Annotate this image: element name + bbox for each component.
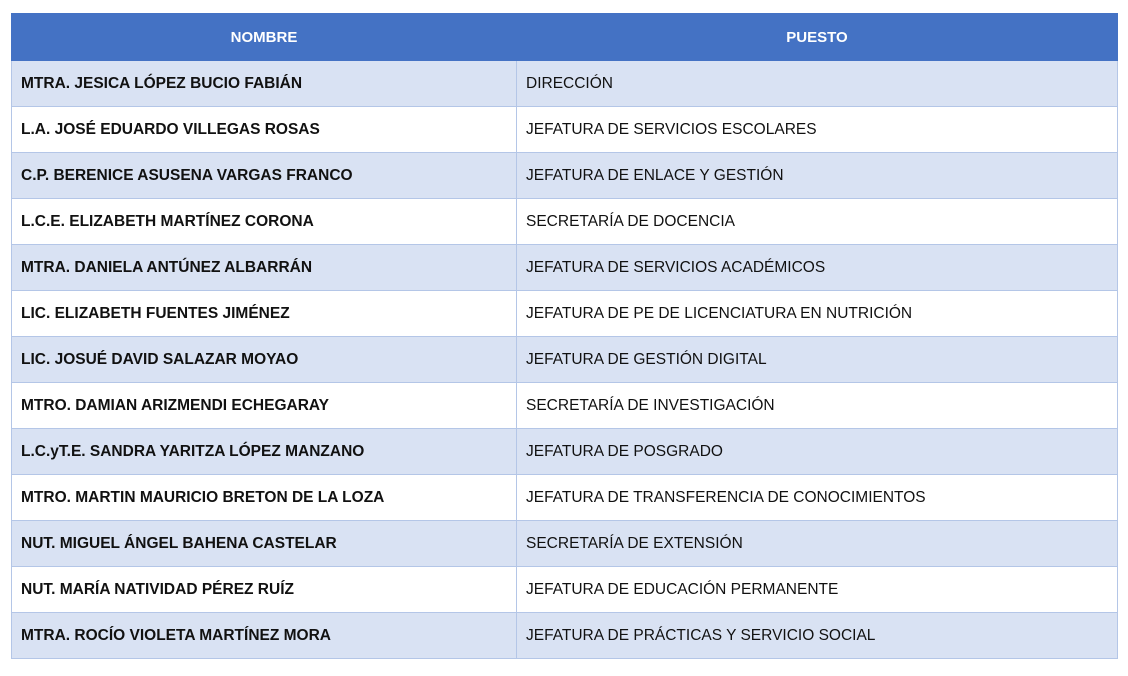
staff-name: MTRA. ROCÍO VIOLETA MARTÍNEZ MORA bbox=[12, 613, 517, 659]
staff-name: L.A. JOSÉ EDUARDO VILLEGAS ROSAS bbox=[12, 107, 517, 153]
staff-role: SECRETARÍA DE EXTENSIÓN bbox=[517, 521, 1118, 567]
staff-role: JEFATURA DE GESTIÓN DIGITAL bbox=[517, 337, 1118, 383]
table-header-row bbox=[12, 14, 1118, 61]
staff-name: MTRA. DANIELA ANTÚNEZ ALBARRÁN bbox=[12, 245, 517, 291]
table-row bbox=[12, 291, 1118, 337]
staff-role: JEFATURA DE PRÁCTICAS Y SERVICIO SOCIAL bbox=[517, 613, 1118, 659]
staff-role: SECRETARÍA DE DOCENCIA bbox=[517, 199, 1118, 245]
table-row bbox=[12, 61, 1118, 107]
table-row bbox=[12, 567, 1118, 613]
table-row bbox=[12, 383, 1118, 429]
staff-name: LIC. ELIZABETH FUENTES JIMÉNEZ bbox=[12, 291, 517, 337]
table-row bbox=[12, 475, 1118, 521]
table-row bbox=[12, 153, 1118, 199]
staff-name: MTRA. JESICA LÓPEZ BUCIO FABIÁN bbox=[12, 61, 517, 107]
table-row bbox=[12, 613, 1118, 659]
staff-role: DIRECCIÓN bbox=[517, 61, 1118, 107]
staff-role: JEFATURA DE SERVICIOS ESCOLARES bbox=[517, 107, 1118, 153]
staff-name: MTRO. DAMIAN ARIZMENDI ECHEGARAY bbox=[12, 383, 517, 429]
staff-name: MTRO. MARTIN MAURICIO BRETON DE LA LOZA bbox=[12, 475, 517, 521]
staff-name: NUT. MIGUEL ÁNGEL BAHENA CASTELAR bbox=[12, 521, 517, 567]
staff-role: SECRETARÍA DE INVESTIGACIÓN bbox=[517, 383, 1118, 429]
table-row bbox=[12, 107, 1118, 153]
column-header-role: PUESTO bbox=[517, 14, 1118, 61]
column-header-name: NOMBRE bbox=[12, 14, 517, 61]
staff-role: JEFATURA DE SERVICIOS ACADÉMICOS bbox=[517, 245, 1118, 291]
table-row bbox=[12, 429, 1118, 475]
table-row bbox=[12, 337, 1118, 383]
staff-name: C.P. BERENICE ASUSENA VARGAS FRANCO bbox=[12, 153, 517, 199]
staff-role: JEFATURA DE PE DE LICENCIATURA EN NUTRICIÓN bbox=[517, 291, 1118, 337]
staff-role: JEFATURA DE POSGRADO bbox=[517, 429, 1118, 475]
staff-directory-table bbox=[11, 13, 1118, 659]
staff-name: NUT. MARÍA NATIVIDAD PÉREZ RUÍZ bbox=[12, 567, 517, 613]
staff-role: JEFATURA DE TRANSFERENCIA DE CONOCIMIENTOS bbox=[517, 475, 1118, 521]
staff-name: L.C.yT.E. SANDRA YARITZA LÓPEZ MANZANO bbox=[12, 429, 517, 475]
staff-name: L.C.E. ELIZABETH MARTÍNEZ CORONA bbox=[12, 199, 517, 245]
table-row bbox=[12, 245, 1118, 291]
staff-name: LIC. JOSUÉ DAVID SALAZAR MOYAO bbox=[12, 337, 517, 383]
table-row bbox=[12, 521, 1118, 567]
table-row bbox=[12, 199, 1118, 245]
staff-role: JEFATURA DE ENLACE Y GESTIÓN bbox=[517, 153, 1118, 199]
staff-role: JEFATURA DE EDUCACIÓN PERMANENTE bbox=[517, 567, 1118, 613]
